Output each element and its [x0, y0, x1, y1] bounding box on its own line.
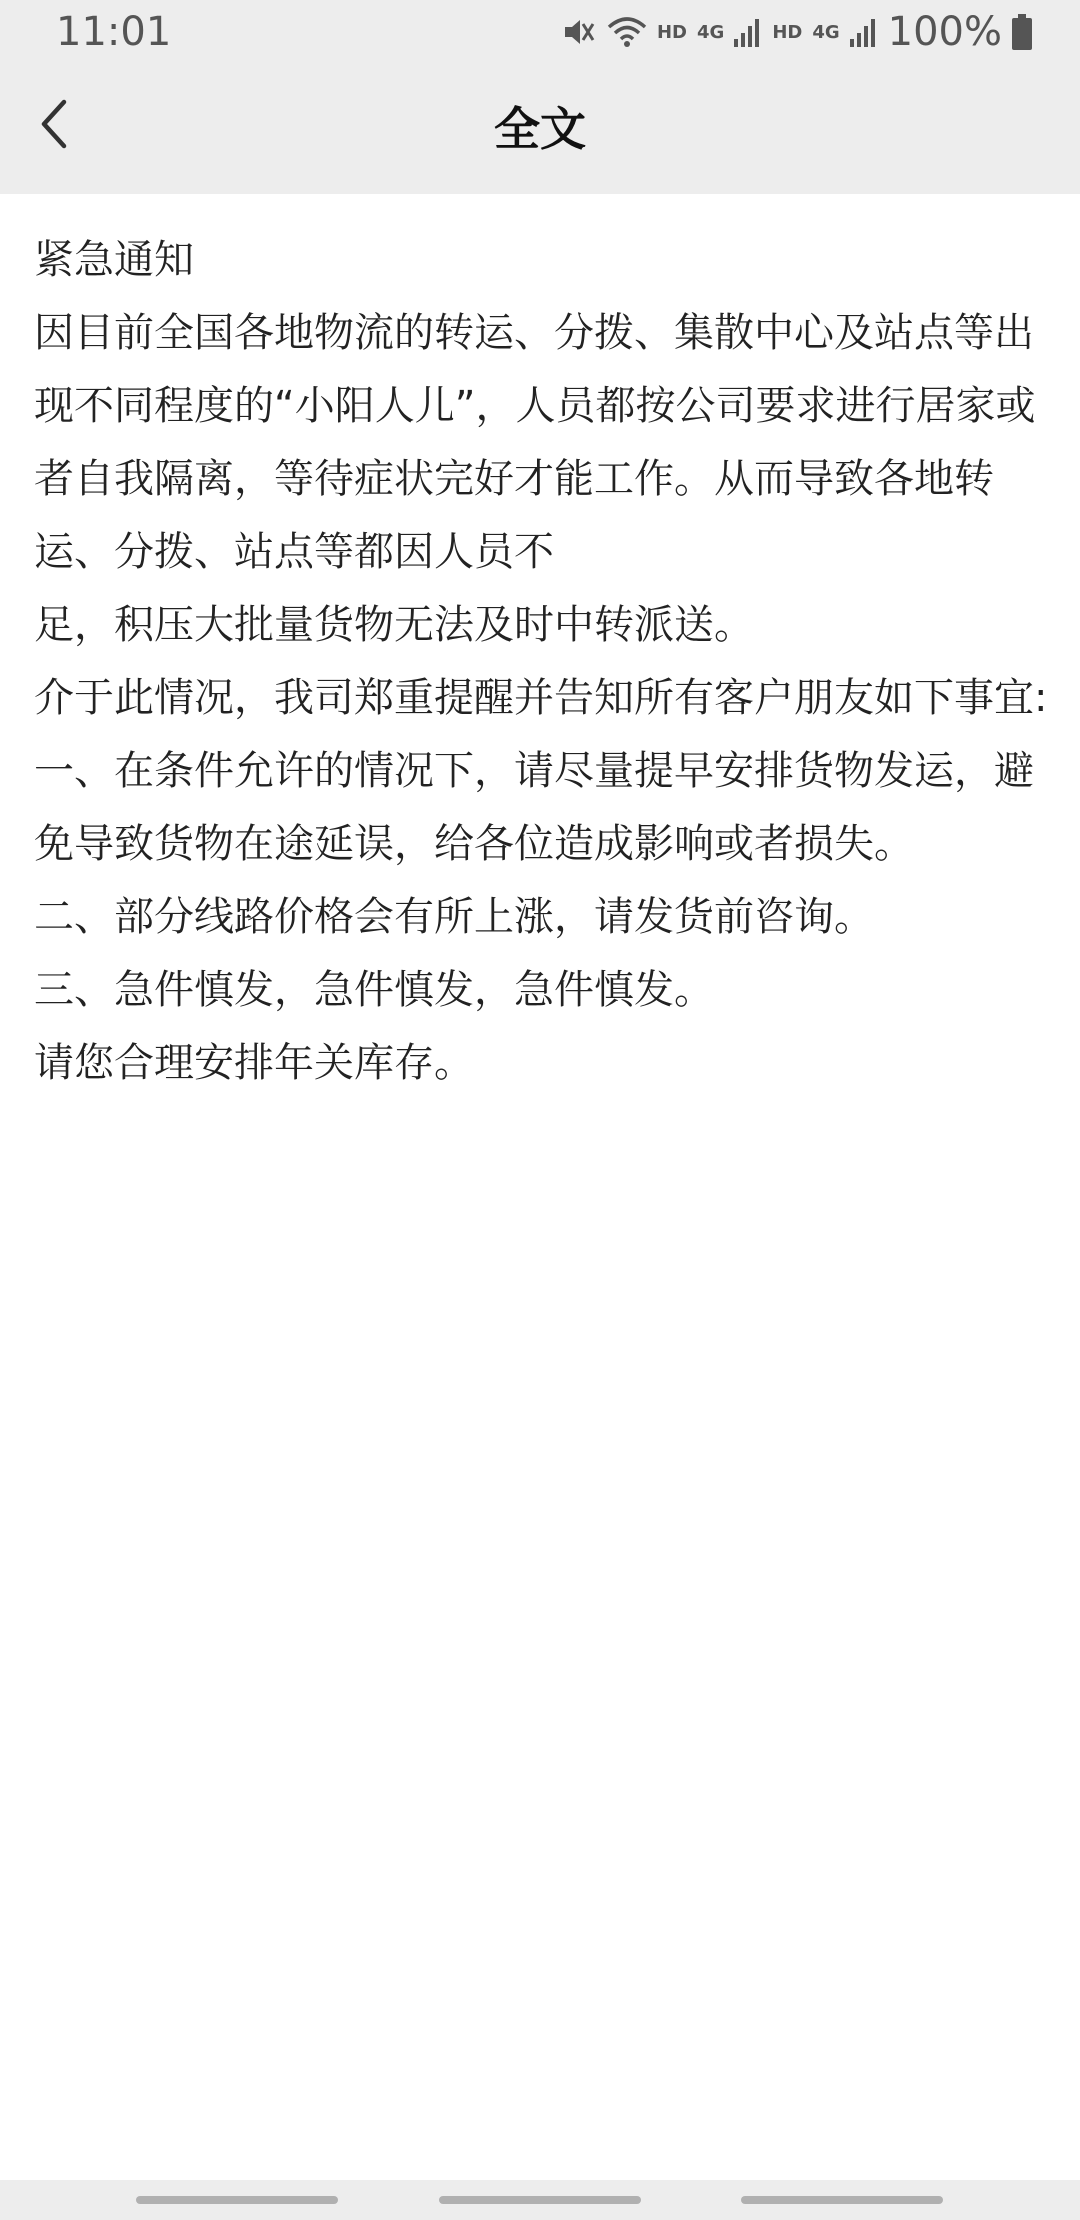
gesture-handle-left[interactable] — [136, 2196, 338, 2204]
gesture-handle-right[interactable] — [741, 2196, 943, 2204]
hd-label-2: HD — [772, 21, 803, 43]
signal-icon-2 — [850, 17, 878, 47]
article-body: 紧急通知 因目前全国各地物流的转运、分拨、集散中心及站点等出现不同程度的“小阳人儿”，人员都按公司要求进行居家或者自我隔离，等待症状完好才能工作。从而导致各地转运、分拨、站点等都因人员不 足，积压大批量货物无法及时中转派送。 介于此情况，我司郑重提醒并告知所有客户朋友如下事宜: 一、在条件允许的情况下，请尽量提早安排货物发运，避免导致货物在途延误，给各位造成影响或者损失。 二、部分线路价格会有所上涨，请发货前咨询。 三、急件慎发，急件慎发，急件慎发。 请您合理安排年关库存。 — [34, 237, 1048, 1086]
back-button[interactable] — [22, 92, 86, 156]
battery-percent: 100% — [887, 9, 1002, 55]
gesture-handle-center[interactable] — [439, 2196, 641, 2204]
nav-bar — [0, 64, 1080, 194]
chevron-left-icon — [34, 96, 74, 152]
status-bar — [0, 0, 1080, 64]
mute-icon — [561, 14, 597, 50]
network-label-2: 4G — [812, 21, 840, 43]
status-time: 11:01 — [56, 9, 172, 55]
status-icons — [561, 10, 1032, 54]
wifi-icon — [607, 15, 647, 49]
battery-icon — [1012, 14, 1032, 50]
network-label-1: 4G — [697, 21, 725, 43]
hd-label-1: HD — [656, 21, 687, 43]
gesture-bar — [0, 2180, 1080, 2220]
signal-icon — [734, 17, 762, 47]
page-title: 全文 — [494, 102, 586, 156]
